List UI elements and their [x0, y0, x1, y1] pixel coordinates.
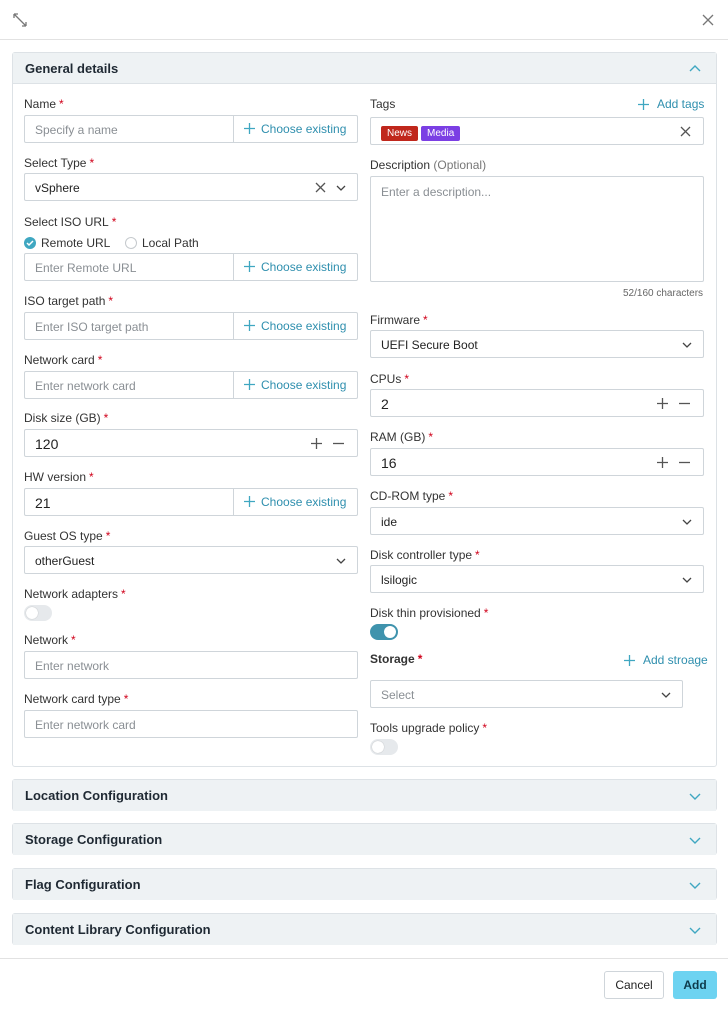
remote-url-radio[interactable]: Remote URL: [24, 236, 110, 250]
network-label: Network *: [24, 633, 76, 647]
tags-label: Tags: [370, 97, 396, 111]
disk-size-stepper[interactable]: 120: [24, 429, 358, 457]
clear-icon[interactable]: [315, 182, 326, 193]
chevron-down-icon[interactable]: [688, 789, 702, 803]
add-storage-button[interactable]: Add stroage: [623, 653, 708, 667]
select-type-value: vSphere: [35, 181, 80, 195]
storage-dropdown[interactable]: Select: [370, 680, 683, 708]
chevron-down-icon[interactable]: [681, 574, 693, 586]
clear-tags-icon[interactable]: [680, 126, 691, 137]
plus-icon: [243, 378, 256, 391]
iso-target-field[interactable]: Enter ISO target path Choose existing: [24, 312, 358, 340]
chevron-down-icon[interactable]: [688, 833, 702, 847]
increment-icon[interactable]: [310, 437, 323, 450]
name-choose-existing-button[interactable]: Choose existing: [233, 116, 357, 142]
add-button[interactable]: Add: [673, 971, 717, 999]
plus-icon: [243, 122, 256, 135]
ram-label: RAM (GB) *: [370, 430, 434, 444]
network-card-label: Network card *: [24, 353, 103, 367]
plus-icon: [243, 495, 256, 508]
tag-chip[interactable]: News: [381, 126, 418, 141]
tools-upgrade-toggle[interactable]: [370, 739, 398, 755]
chevron-down-icon[interactable]: [681, 339, 693, 351]
flag-config-panel[interactable]: [12, 868, 717, 900]
add-tags-button[interactable]: Add tags: [637, 97, 704, 111]
panel-title: Content Library Configuration: [25, 922, 211, 937]
description-char-counter: 52/160 characters: [623, 288, 704, 299]
decrement-icon[interactable]: [332, 437, 345, 450]
chevron-down-icon[interactable]: [335, 555, 347, 567]
chevron-down-icon[interactable]: [681, 516, 693, 528]
expand-icon[interactable]: [12, 12, 28, 28]
plus-icon: [637, 98, 650, 111]
name-placeholder: Specify a name: [35, 123, 118, 137]
network-field[interactable]: Enter network: [24, 651, 358, 679]
ram-stepper[interactable]: 16: [370, 448, 704, 476]
increment-icon[interactable]: [656, 456, 669, 469]
panel-title: General details: [25, 61, 119, 76]
cdrom-label: CD-ROM type *: [370, 489, 454, 503]
tools-upgrade-label: Tools upgrade policy *: [370, 721, 488, 735]
hw-version-choose-existing-button[interactable]: Choose existing: [233, 489, 357, 515]
plus-icon: [623, 654, 636, 667]
chevron-up-icon[interactable]: [688, 62, 702, 76]
panel-title: Storage Configuration: [25, 832, 163, 847]
disk-thin-label: Disk thin provisioned *: [370, 606, 489, 620]
select-type-label: Select Type *: [24, 156, 95, 170]
network-card-type-field[interactable]: Enter network card: [24, 710, 358, 738]
close-icon[interactable]: [700, 12, 716, 28]
chevron-down-icon[interactable]: [660, 689, 672, 701]
storage-label: Storage *: [370, 652, 423, 666]
disk-controller-label: Disk controller type *: [370, 548, 480, 562]
guest-os-dropdown[interactable]: otherGuest: [24, 546, 358, 574]
disk-size-label: Disk size (GB) *: [24, 411, 109, 425]
decrement-icon[interactable]: [678, 397, 691, 410]
network-card-choose-existing-button[interactable]: Choose existing: [233, 372, 357, 398]
plus-icon: [243, 260, 256, 273]
panel-title: Location Configuration: [25, 788, 168, 803]
chevron-down-icon[interactable]: [335, 182, 347, 194]
firmware-label: Firmware *: [370, 313, 428, 327]
iso-target-label: ISO target path *: [24, 294, 114, 308]
dialog-header: [0, 0, 728, 40]
hw-version-label: HW version *: [24, 470, 94, 484]
dialog-footer: [0, 958, 728, 1010]
chevron-down-icon[interactable]: [688, 878, 702, 892]
guest-os-label: Guest OS type *: [24, 529, 111, 543]
remote-url-field[interactable]: Enter Remote URL Choose existing: [24, 253, 358, 281]
tag-chip[interactable]: Media: [421, 126, 460, 141]
iso-target-choose-existing-button[interactable]: Choose existing: [233, 313, 357, 339]
storage-config-panel[interactable]: [12, 823, 717, 855]
panel-title: Flag Configuration: [25, 877, 141, 892]
increment-icon[interactable]: [656, 397, 669, 410]
cpus-stepper[interactable]: 2: [370, 389, 704, 417]
network-card-field[interactable]: Enter network card Choose existing: [24, 371, 358, 399]
cancel-button[interactable]: Cancel: [604, 971, 664, 999]
radio-unchecked-icon: [125, 237, 137, 249]
disk-controller-dropdown[interactable]: lsilogic: [370, 565, 704, 593]
name-label: Name *: [24, 97, 64, 111]
cpus-label: CPUs *: [370, 372, 410, 386]
network-adapters-toggle[interactable]: [24, 605, 52, 621]
chevron-down-icon[interactable]: [688, 923, 702, 937]
disk-thin-toggle[interactable]: [370, 624, 398, 640]
local-path-radio[interactable]: Local Path: [125, 236, 199, 250]
location-config-panel[interactable]: [12, 779, 717, 811]
name-field[interactable]: [24, 115, 358, 143]
remote-url-choose-existing-button[interactable]: Choose existing: [233, 254, 357, 280]
select-type-dropdown[interactable]: [24, 173, 358, 201]
decrement-icon[interactable]: [678, 456, 691, 469]
description-textarea[interactable]: Enter a description...: [370, 176, 704, 282]
description-label: Description (Optional): [370, 158, 487, 172]
cdrom-dropdown[interactable]: ide: [370, 507, 704, 535]
radio-checked-icon: [24, 237, 36, 249]
plus-icon: [243, 319, 256, 332]
network-adapters-label: Network adapters *: [24, 587, 126, 601]
firmware-dropdown[interactable]: UEFI Secure Boot: [370, 330, 704, 358]
tags-field[interactable]: [370, 117, 704, 145]
content-library-config-panel[interactable]: [12, 913, 717, 945]
iso-url-label: Select ISO URL *: [24, 215, 117, 229]
general-details-header[interactable]: [13, 53, 716, 84]
hw-version-field[interactable]: 21 Choose existing: [24, 488, 358, 516]
network-card-type-label: Network card type *: [24, 692, 129, 706]
